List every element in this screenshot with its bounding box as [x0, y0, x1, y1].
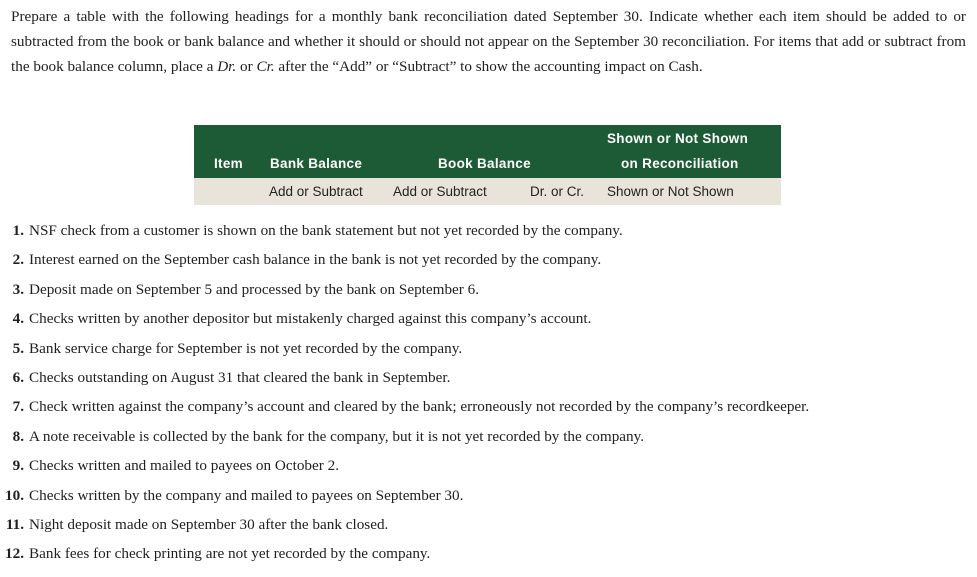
items-list: [0, 219, 977, 572]
item-number: 5.: [12, 339, 24, 357]
item-text: Check written against the company’s account and cleared by the bank; erroneously not recorded by the company’s recordkeeper.: [29, 398, 810, 416]
list-item: [0, 454, 977, 483]
instructions-text-2: or: [236, 58, 257, 75]
list-item: [0, 542, 977, 571]
subheader-bank: Add or Subtract: [269, 184, 363, 199]
item-text: Deposit made on September 5 and processed by the bank on September 6.: [29, 280, 480, 298]
header-item: Item: [214, 156, 243, 171]
list-item: [0, 366, 977, 395]
instructions-text-1: Prepare a table with the following headings for a monthly bank reconciliation dated September 30. Indicate whether each item should be added to or subtracted from the book or bank balance and whether it should or should not appear on the September 30 reconciliation. For items that add or subtract from the book balance column, place a: [11, 8, 966, 75]
item-number: 7.: [12, 398, 24, 416]
item-number: 9.: [12, 457, 24, 475]
list-item: [0, 425, 977, 454]
item-text: Checks written by another depositor but mistakenly charged against this company’s account.: [29, 310, 592, 328]
item-text: Interest earned on the September cash balance in the bank is not yet recorded by the company.: [29, 251, 602, 269]
instructions-text-3: after the “Add” or “Subtract” to show the accounting impact on Cash.: [274, 58, 703, 75]
item-text: Checks written by the company and mailed to payees on September 30.: [29, 486, 464, 504]
subheader-shown: Shown or Not Shown: [607, 184, 734, 199]
header-bank-balance: Bank Balance: [270, 156, 363, 171]
item-text: Checks outstanding on August 31 that cleared the bank in September.: [29, 368, 451, 386]
item-text: Night deposit made on September 30 after the bank closed.: [29, 515, 389, 533]
list-item: [0, 248, 977, 277]
item-text: Bank fees for check printing are not yet recorded by the company.: [29, 545, 431, 563]
list-item: [0, 513, 977, 542]
header-book-balance: Book Balance: [438, 156, 531, 171]
item-number: 2.: [12, 251, 24, 269]
list-item: [0, 219, 977, 248]
subheader-drcr: Dr. or Cr.: [530, 184, 585, 199]
header-shown-line2: on Reconciliation: [621, 156, 739, 171]
instructions-cr: Cr.: [256, 58, 275, 75]
instructions-dr: Dr.: [217, 58, 237, 75]
item-text: Checks written and mailed to payees on October 2.: [29, 457, 339, 475]
item-number: 6.: [12, 368, 24, 386]
item-number: 10.: [5, 486, 24, 504]
item-number: 8.: [12, 427, 24, 445]
subheader-book: Add or Subtract: [393, 184, 487, 199]
header-shown-line1: Shown or Not Shown: [607, 131, 749, 146]
list-item: [0, 278, 977, 307]
item-number: 3.: [12, 280, 24, 298]
item-number: 4.: [12, 310, 24, 328]
table-header-row: [194, 125, 781, 178]
list-item: [0, 337, 977, 366]
item-text: A note receivable is collected by the bank for the company, but it is not yet recorded by the company.: [29, 427, 645, 445]
item-text: Bank service charge for September is not yet recorded by the company.: [29, 339, 463, 357]
instructions-paragraph: [11, 4, 966, 79]
list-item: [0, 484, 977, 513]
item-text: NSF check from a customer is shown on the bank statement but not yet recorded by the company.: [29, 222, 623, 239]
reconciliation-table: [194, 125, 781, 205]
item-number: 11.: [5, 515, 24, 533]
table-subheader-row: [194, 178, 781, 205]
item-number: 12.: [5, 545, 24, 563]
list-item: [0, 307, 977, 336]
list-item: [0, 395, 977, 424]
item-number: 1.: [12, 222, 24, 239]
